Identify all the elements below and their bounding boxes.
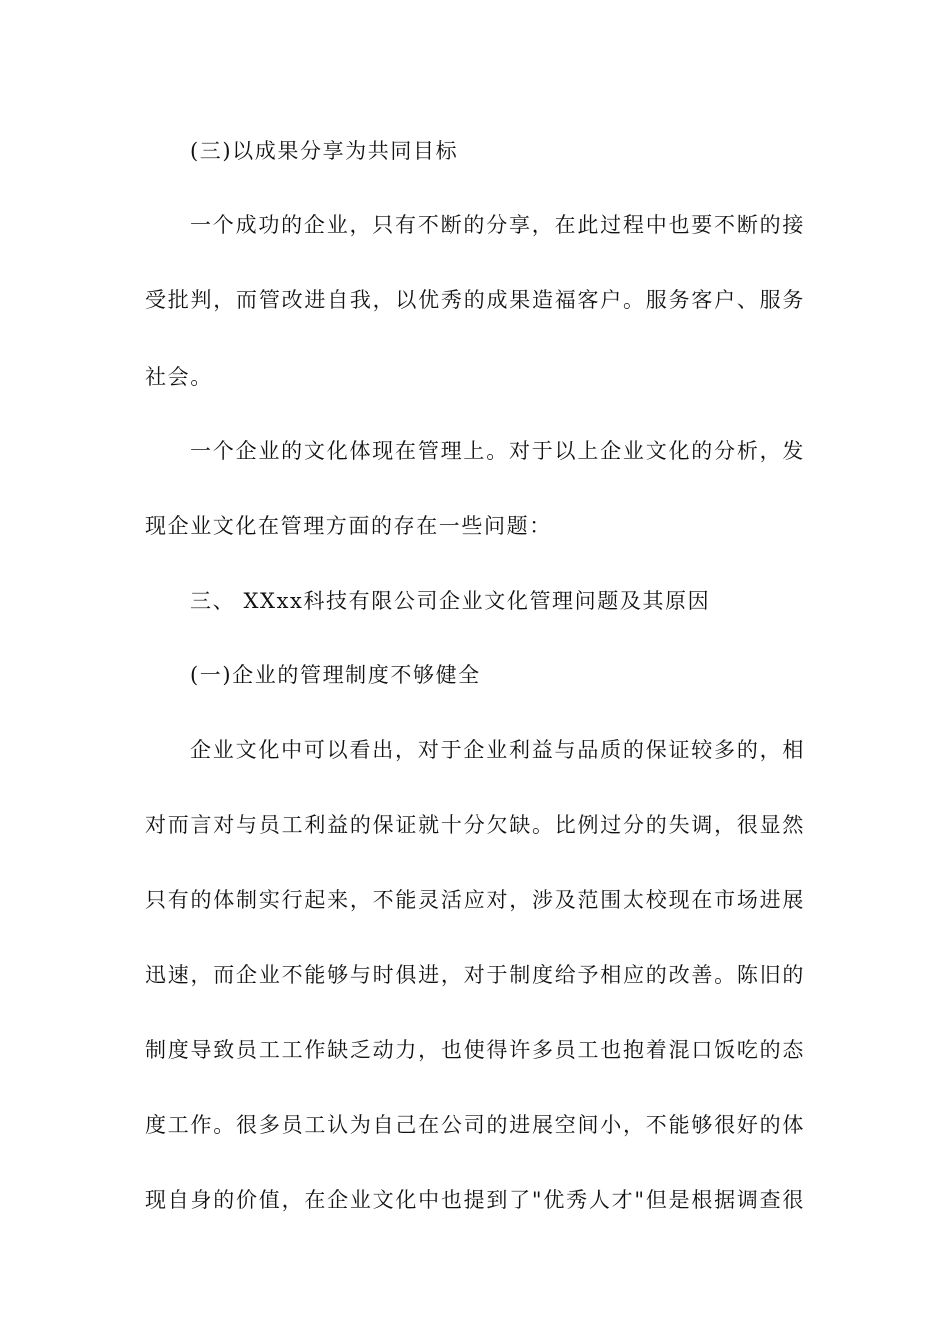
paragraph-line: 迅速，而企业不能够与时俱进，对于制度给予相应的改善。陈旧的 xyxy=(145,963,805,987)
paragraph-line: 度工作。很多员工认为自己在公司的进展空间小，不能够很好的体 xyxy=(145,1113,805,1137)
paragraph-line: 社会。 xyxy=(145,365,213,389)
paragraph-line: 企业文化中可以看出，对于企业利益与品质的保证较多的，相 xyxy=(190,738,805,762)
chapter-heading: 三、 XXxx科技有限公司企业文化管理问题及其原因 xyxy=(190,589,711,613)
section-heading-1: (一)企业的管理制度不够健全 xyxy=(190,663,481,687)
paragraph-line: 只有的体制实行起来，不能灵活应对，涉及范围太校现在市场进展 xyxy=(145,888,805,912)
paragraph-line: 一个成功的企业，只有不断的分享，在此过程中也要不断的接 xyxy=(190,213,805,237)
section-heading-3: (三)以成果分享为共同目标 xyxy=(190,139,459,163)
paragraph-line: 对而言对与员工利益的保证就十分欠缺。比例过分的失调，很显然 xyxy=(145,813,805,837)
paragraph-line: 受批判，而管改进自我，以优秀的成果造福客户。服务客户、服务 xyxy=(145,288,805,312)
paragraph-line: 现企业文化在管理方面的存在一些问题： xyxy=(145,514,552,538)
paragraph-line: 一个企业的文化体现在管理上。对于以上企业文化的分析，发 xyxy=(190,439,805,463)
paragraph-line: 制度导致员工工作缺乏动力，也使得许多员工也抱着混口饭吃的态 xyxy=(145,1038,805,1062)
paragraph-line: 现自身的价值，在企业文化中也提到了"优秀人才"但是根据调查很 xyxy=(145,1188,805,1212)
